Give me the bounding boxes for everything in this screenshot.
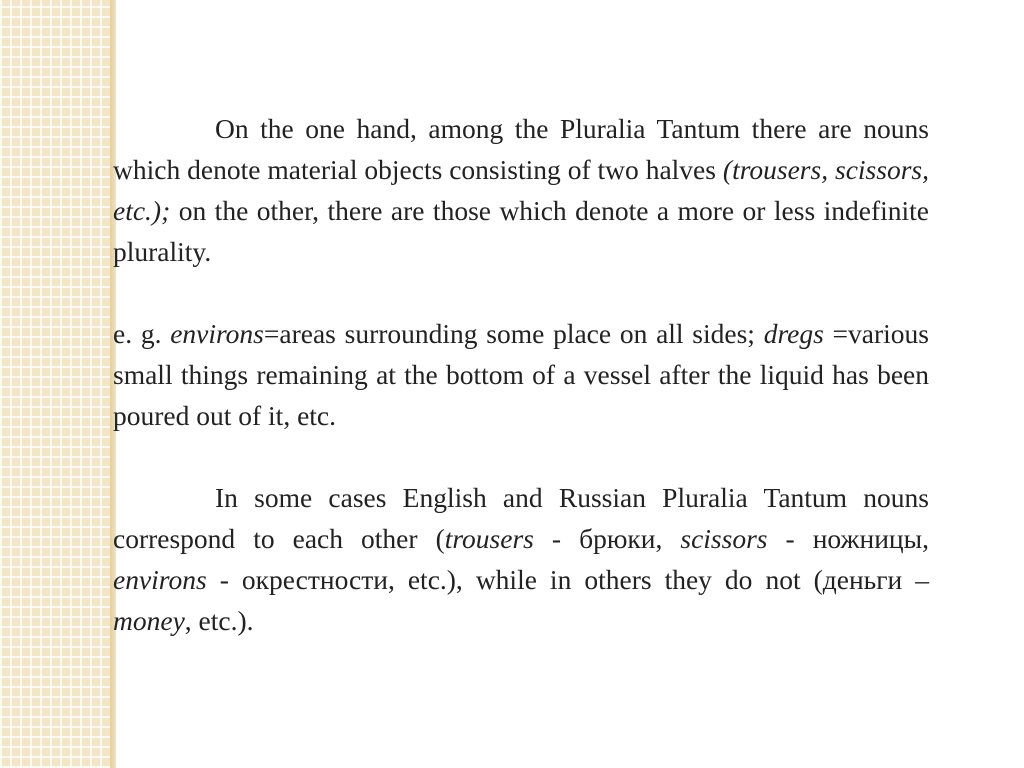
definition-dregs: =various small things remaining at the bottom of a vessel after the liquid has been poured out of it, etc. (113, 318, 929, 431)
slide-body (113, 108, 929, 682)
paragraph3-text5: , etc.). (184, 605, 254, 636)
example-scissors: scissors (680, 523, 768, 554)
example-prefix: e. g. (113, 318, 171, 349)
paragraph3-text3: - ножницы, (767, 523, 929, 554)
paragraph3-text1: In some cases English and Russian Pluralia Tantum nouns correspond to each other ( (113, 482, 929, 554)
paragraph1-text2: on the other, there are those which denote a more or less indefinite plurality. (113, 195, 929, 267)
term-environs: environs (170, 318, 264, 349)
paragraph-examples (113, 313, 929, 436)
example-trousers: trousers (444, 523, 534, 554)
decorative-side-strip (0, 0, 112, 768)
paragraph3-text2: - брюки, (533, 523, 681, 554)
term-dregs: dregs (763, 318, 824, 349)
paragraph-pluralia-tantum-types (113, 108, 929, 272)
paragraph1-examples: (trousers, scissors, etc.); (113, 154, 929, 226)
example-money: money (113, 605, 185, 636)
paragraph1-text1: On the one hand, among the Pluralia Tantum there are nouns which denote material objects consisting of two halves (113, 113, 929, 185)
definition-environs: =areas surrounding some place on all sides; (263, 318, 764, 349)
paragraph-english-russian (113, 477, 929, 641)
example-environs: environs (113, 564, 207, 595)
paragraph3-text4: - окрестности, etc.), while in others they do not (деньги – (206, 564, 929, 595)
